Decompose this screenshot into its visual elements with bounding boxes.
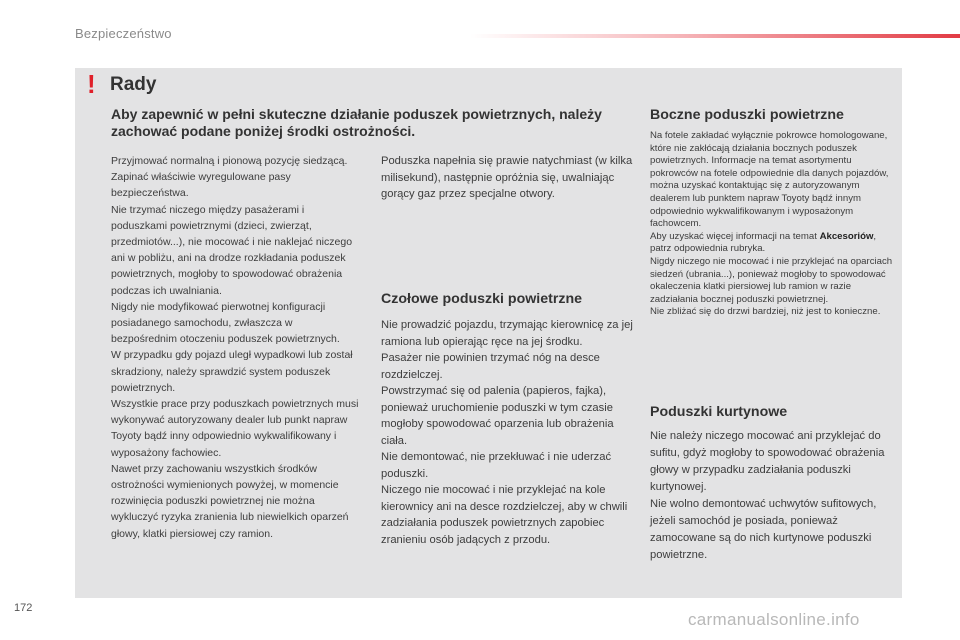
watermark: carmanualsonline.info xyxy=(688,610,860,629)
accessories-term: Akcesoriów xyxy=(819,230,874,242)
section-title: Bezpieczeństwo xyxy=(75,26,172,41)
front-airbags-body: Nie prowadzić pojazdu, trzymając kierownicę za jej ramiona lub opierając ręce na jej środku. Pasażer nie powinien trzymać nóg na desce rozdzielczej. Powstrzymać się od palenia (papieros, fajka), ponieważ uruchomienie poduszki w tym czasie mogłoby spowodować oparzenia lub obrażenia ciała. Nie demontować, nie przekłuwać i nie uderzać poduszki. Niczego nie mocować i nie przyklejać na kole kierownicy ani na desce rozdzielczej, aby w chwili zadziałania poduszek powietrznych zapobiec zranieniu osób jadących z przodu. xyxy=(381,319,633,546)
header-accent-bar xyxy=(470,34,960,38)
inflation-note-body: Poduszka napełnia się prawie natychmiast (w kilka milisekund), następnie opróżnia się, uwalniając gorący gaz przez specjalne otwory. xyxy=(381,155,633,200)
intro-heading: Aby zapewnić w pełni skuteczne działanie poduszek powietrznych, należy zachować podane poniżej środki ostrożności. xyxy=(111,106,602,139)
side-airbags-text-2: , patrz odpowiednia rubryka. Nigdy niczego nie mocować i nie przyklejać na oparciach siedzeń (ubrania...), ponieważ mogłoby to spowodować okaleczenia klatki piersiowej lub ramion w razie zadziałania bocznej poduszki powietrznej. Nie zbliżać się do drzwi bardziej, niż jest to konieczne. xyxy=(650,230,893,318)
front-airbags-text xyxy=(381,317,636,548)
general-advice-body: Przyjmować normalną i pionową pozycję siedzącą. Zapinać właściwie wyregulowane pasy bezpieczeństwa. Nie trzymać niczego między pasażerami i poduszkami powietrznymi (dzieci, zwierząt, przedmiotów...), nie mocować i nie naklejać niczego ani w pobliżu, ani na drodze rozkładania poduszek powietrznych, mogłoby to spowodować obrażenia podczas ich uwalniania. Nigdy nie modyfikować pierwotnej konfiguracji posiadanego samochodu, zwłaszcza w bezpośrednim otoczeniu poduszek powietrznych. W przypadku gdy pojazd uległ wypadkowi lub został skradziony, należy sprawdzić system poduszek powietrznych. Wszystkie prace przy poduszkach powietrznych musi wykonywać autoryzowany dealer lub punkt napraw Toyoty bądź inny odpowiednio wykwalifikowany i wyposażony fachowiec. Nawet przy zachowaniu wszystkich środków ostrożności wymienionych powyżej, w momencie rozwinięcia poduszki powietrznej nie można wykluczyć ryzyka zranienia lub niewielkich oparzeń głowy, klatki piersiowej czy ramion. xyxy=(111,155,359,540)
curtain-airbags-text xyxy=(650,428,900,564)
side-airbags-body xyxy=(650,130,900,319)
curtain-airbags-body: Nie należy niczego mocować ani przyklejać do sufitu, gdyż mogłoby to spowodować obrażenia głowy w przypadku zadziałania poduszki kurtynowej. Nie wolno demontować uchwytów sufitowych, jeżeli samochód je posiada, ponieważ zamocowane są do nich kurtynowe poduszki powietrzne. xyxy=(650,430,885,561)
side-airbags-heading: Boczne poduszki powietrzne xyxy=(650,107,844,123)
general-advice-text xyxy=(111,153,361,542)
side-airbags-text xyxy=(650,130,900,319)
inflation-note xyxy=(381,153,636,203)
curtain-airbags-heading: Poduszki kurtynowe xyxy=(650,404,788,420)
warning-icon: ! xyxy=(87,69,96,99)
side-airbags-text-1: Na fotele zakładać wyłącznie pokrowce homologowane, które nie zakłócają działania bocznych poduszek powietrznych. Informacje na temat asortymentu pokrowców na fotele odpowiednie dla danych pojazdów, można uzyskać kontaktując się z autoryzowanym dealerem lub punktem napraw Toyoty bądź innym odpowiednio wykwalifikowanym i wyposażonym fachowcem. Aby uzyskać więcej informacji na temat xyxy=(650,130,889,242)
panel-title: Rady xyxy=(110,74,157,95)
page-number: 172 xyxy=(14,602,33,614)
front-airbags-heading: Czołowe poduszki powietrzne xyxy=(381,291,583,307)
